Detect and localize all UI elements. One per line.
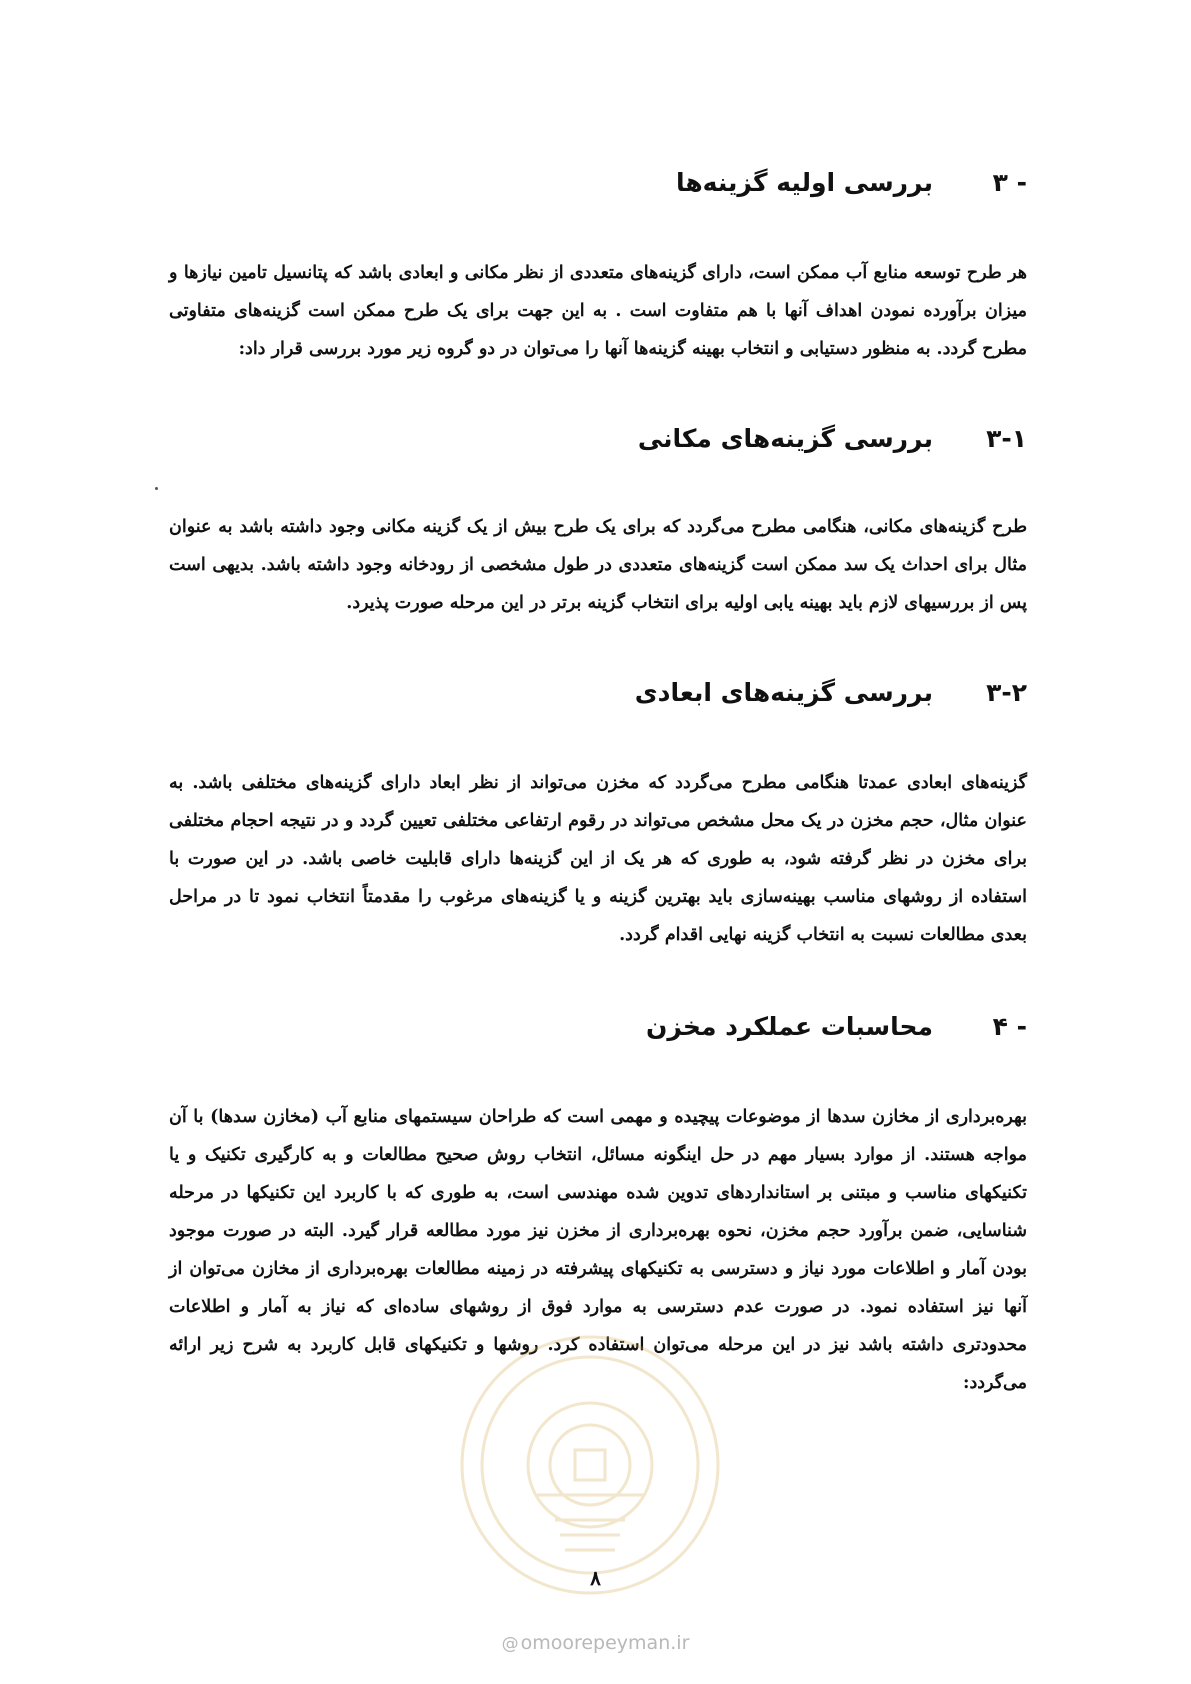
section-number: ۴ - [992,1012,1027,1041]
section-heading-4 [427,1012,1027,1041]
section-paragraph-3-2: گزینه‌های ابعادی عمدتا هنگامی مطرح می‌گردد که مخزن می‌تواند از نظر ابعاد دارای گزینه‌های مختلفی باشد. به عنوان مثال، حجم مخزن در یک محل مشخص می‌تواند در رقوم ارتفاعی مختلفی تعیین گردد و در نتیجه احجام مختلفی برای مخزن در نظر گرفته شود، به طوری که هر یک از این گزینه‌ها دارای قابلیت خاصی باشد. در این صورت با استفاده از روشهای مناسب بهینه‌سازی باید بهترین گزینه و یا گزینه‌های مرغوب را مقدمتاً انتخاب نمود تا در مراحل بعدی مطالعات نسبت به انتخاب گزینه نهایی اقدام گردد. [169,773,1027,945]
section-heading-3-2 [427,678,1027,707]
section-paragraph-3-1: طرح گزینه‌های مکانی، هنگامی مطرح می‌گردد که برای یک طرح بیش از یک گزینه مکانی وجود داشته باشد به عنوان مثال برای احداث یک سد ممکن است گزینه‌های متعددی در طول مشخصی از رودخانه وجود داشته باشد. بدیهی است پس از بررسیهای لازم باید بهینه یابی اولیه برای انتخاب گزینه برتر در این مرحله صورت پذیرد. [169,517,1027,613]
section-heading-3 [427,168,1027,197]
section-heading-3-1 [427,424,1027,453]
at-sign: @ [501,1634,519,1654]
section-title: بررسی اولیه گزینه‌ها [675,168,933,197]
section-number: ۳ - [992,168,1027,197]
section-title: بررسی گزینه‌های ابعادی [634,678,933,707]
section-number: ۳-۱ [986,424,1027,453]
section-number: ۳-۲ [986,678,1027,707]
watermark-url [0,1632,1191,1654]
section-paragraph-4: بهره‌برداری از مخازن سدها از موضوعات پیچیده و مهمی است که طراحان سیستمهای منابع آب (مخازن سدها) با آن مواجه هستند. از موارد بسیار مهم در حل اینگونه مسائل، انتخاب روش صحیح مطالعات و به کارگیری تکنیک و یا تکنیکهای مناسب و مبتنی بر استانداردهای تدوین شده مهندسی است، به طوری که با کاربرد این تکنیکها در مرحله شناسایی، ضمن برآورد حجم مخزن، نحوه بهره‌برداری از مخزن نیز مورد مطالعه قرار گیرد. البته در صورت موجود بودن آمار و اطلاعات مورد نیاز و دسترسی به تکنیکهای پیشرفته در زمینه مطالعات بهره‌برداری از مخازن می‌توان از آنها نیز استفاده نمود. در صورت عدم دسترسی به موارد فوق از روشهای ساده‌ای که نیاز به آمار و اطلاعات محدودتری داشته باشد نیز در این مرحله می‌توان استفاده کرد. روشها و تکنیکهای قابل کاربرد به شرح زیر ارائه می‌گردد: [169,1107,1027,1393]
section-title: بررسی گزینه‌های مکانی [637,424,933,453]
page-number: ۸ [590,1566,601,1590]
watermark-url-text: omoorepeyman.ir [520,1632,690,1654]
section-title: محاسبات عملکرد مخزن [646,1012,933,1041]
section-paragraph-3: هر طرح توسعه منابع آب ممکن است، دارای گزینه‌های متعددی از نظر مکانی و ابعادی باشد که پتانسیل تامین نیازها و میزان برآورده نمودن اهداف آنها با هم متفاوت است . به این جهت برای یک طرح ممکن است گزینه‌های متفاوتی مطرح گردد. به منظور دستیابی و انتخاب بهینه گزینه‌ها آنها را می‌توان در دو گروه زیر مورد بررسی قرار داد: [169,263,1027,359]
stray-mark [155,487,158,490]
